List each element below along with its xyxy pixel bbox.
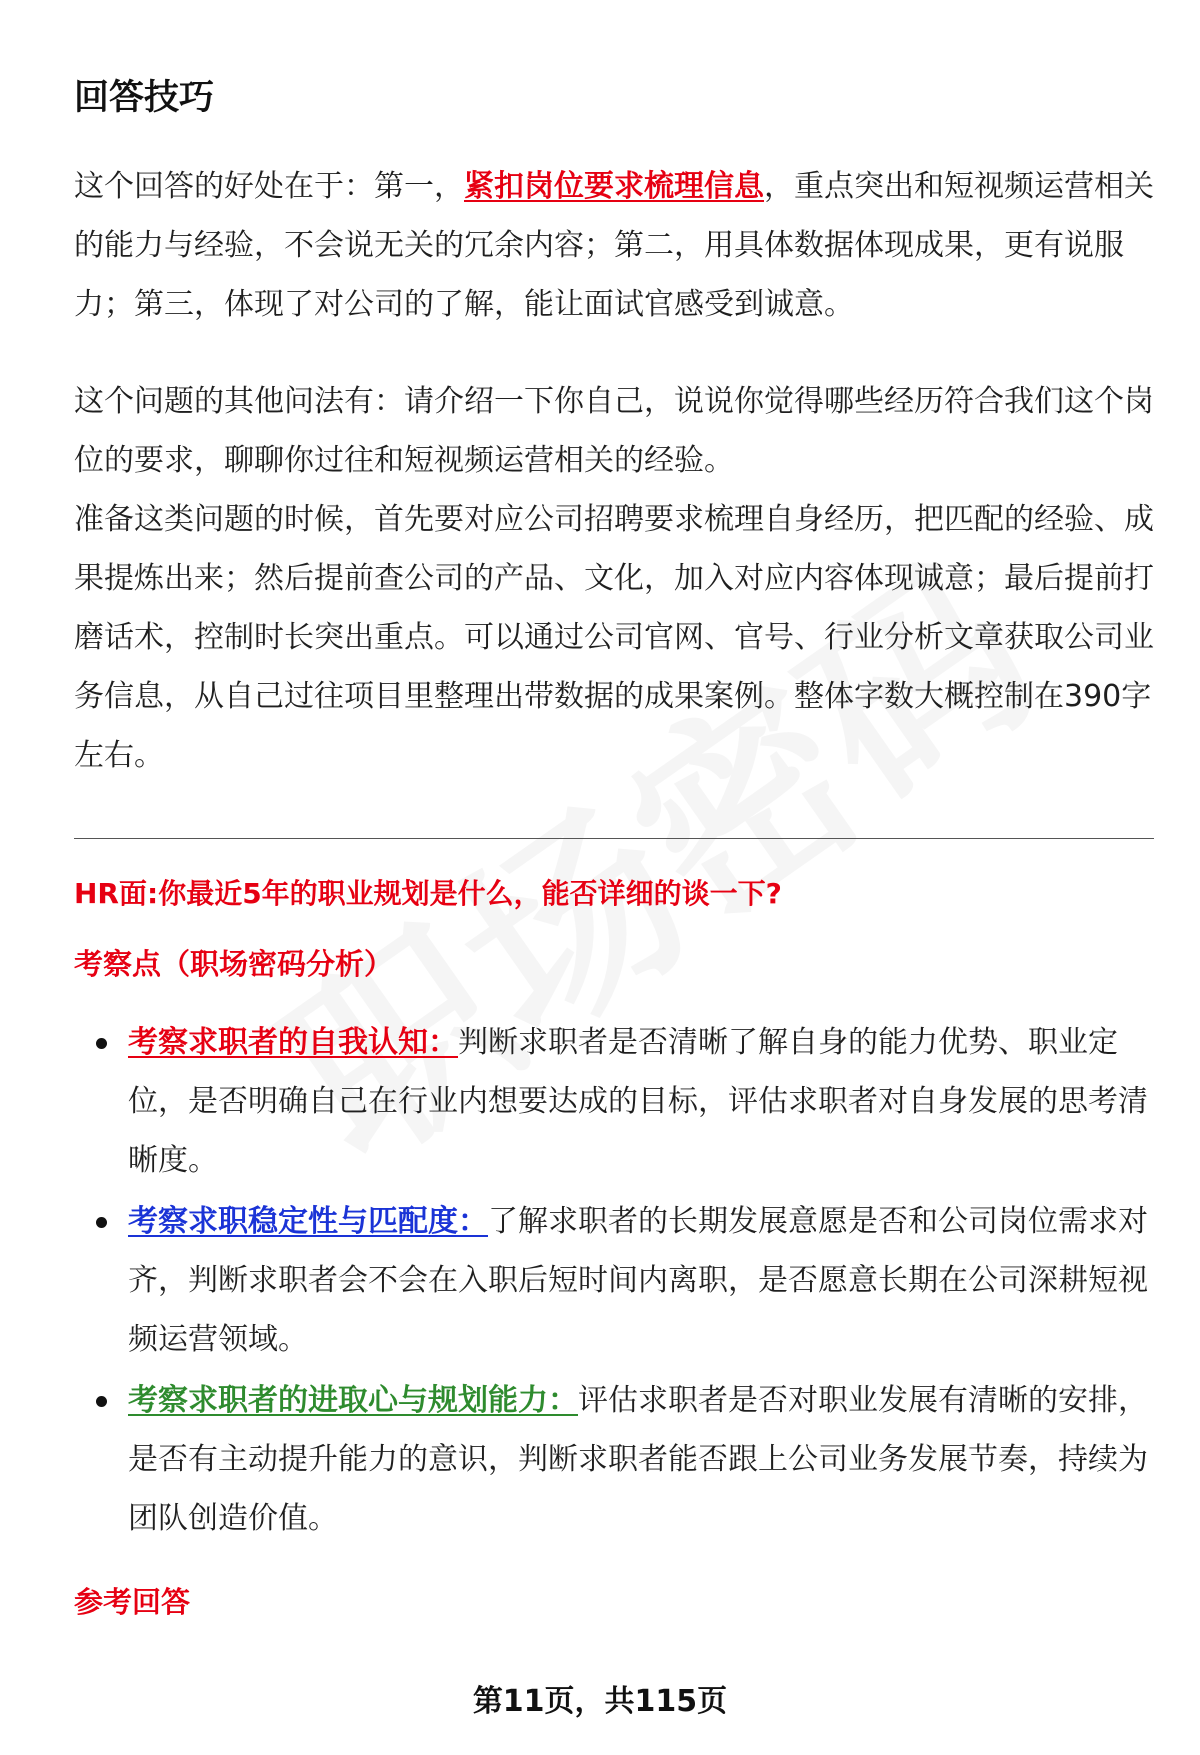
bullet-text: 了解求职者的长期发展意愿是否和公司岗位需求对齐，判断求职者会不会在入职后短时间内离职，是否愿意长期在公司深耕短视频运营领域。 xyxy=(128,1204,1148,1357)
page-footer: 第11页，共115页 xyxy=(472,1684,728,1719)
paragraph-preparation: 准备这类问题的时候，首先要对应公司招聘要求梳理自身经历，把匹配的经验、成果提炼出来；然后提前查公司的产品、文化，加入对应内容体现诚意；最后提前打磨话术，控制时长突出重点。可以通过公司官网、官号、行业分析文章获取公司业务信息，从自己过往项目里整理出带数据的成果案例。整体字数大概控制在390字左右。 xyxy=(74,502,1154,773)
bullet-icon xyxy=(96,1396,107,1407)
section-title: 回答技巧 xyxy=(74,78,215,118)
bullet-icon xyxy=(96,1038,107,1049)
list-item xyxy=(74,1371,1154,1548)
bullet-text: 评估求职者是否对职业发展有清晰的安排，是否有主动提升能力的意识，判断求职者能否跟上公司业务发展节奏，持续为团队创造价值。 xyxy=(128,1383,1148,1536)
question-heading: HR面:你最近5年的职业规划是什么，能否详细的谈一下? xyxy=(74,877,782,910)
paragraph-text: ，重点突出和短视频运营相关的能力与经验，不会说无关的冗余内容；第二，用具体数据体现成果，更有说服力；第三，体现了对公司的了解，能让面试官感受到诚意。 xyxy=(74,169,1154,322)
bullet-lead: 考察求职者的进取心与规划能力： xyxy=(128,1383,578,1418)
highlight-text: 紧扣岗位要求梳理信息 xyxy=(464,169,764,204)
assessment-list xyxy=(74,1013,1154,1550)
assessment-heading: 考察点（职场密码分析） xyxy=(74,947,394,981)
bullet-lead: 考察求职稳定性与匹配度： xyxy=(128,1204,488,1239)
reference-answer-heading: 参考回答 xyxy=(74,1585,191,1619)
bullet-icon xyxy=(96,1217,107,1228)
list-item xyxy=(74,1192,1154,1369)
bullet-lead: 考察求职者的自我认知： xyxy=(128,1025,458,1060)
paragraph-benefits xyxy=(74,157,1154,334)
paragraph-alt-questions: 这个问题的其他问法有：请介绍一下你自己，说说你觉得哪些经历符合我们这个岗位的要求，聊聊你过往和短视频运营相关的经验。 xyxy=(74,384,1154,478)
list-item xyxy=(74,1013,1154,1190)
bullet-text: 判断求职者是否清晰了解自身的能力优势、职业定位，是否明确自己在行业内想要达成的目标，评估求职者对自身发展的思考清晰度。 xyxy=(128,1025,1148,1178)
paragraph-text: 这个回答的好处在于：第一， xyxy=(74,169,464,204)
divider xyxy=(74,838,1154,839)
